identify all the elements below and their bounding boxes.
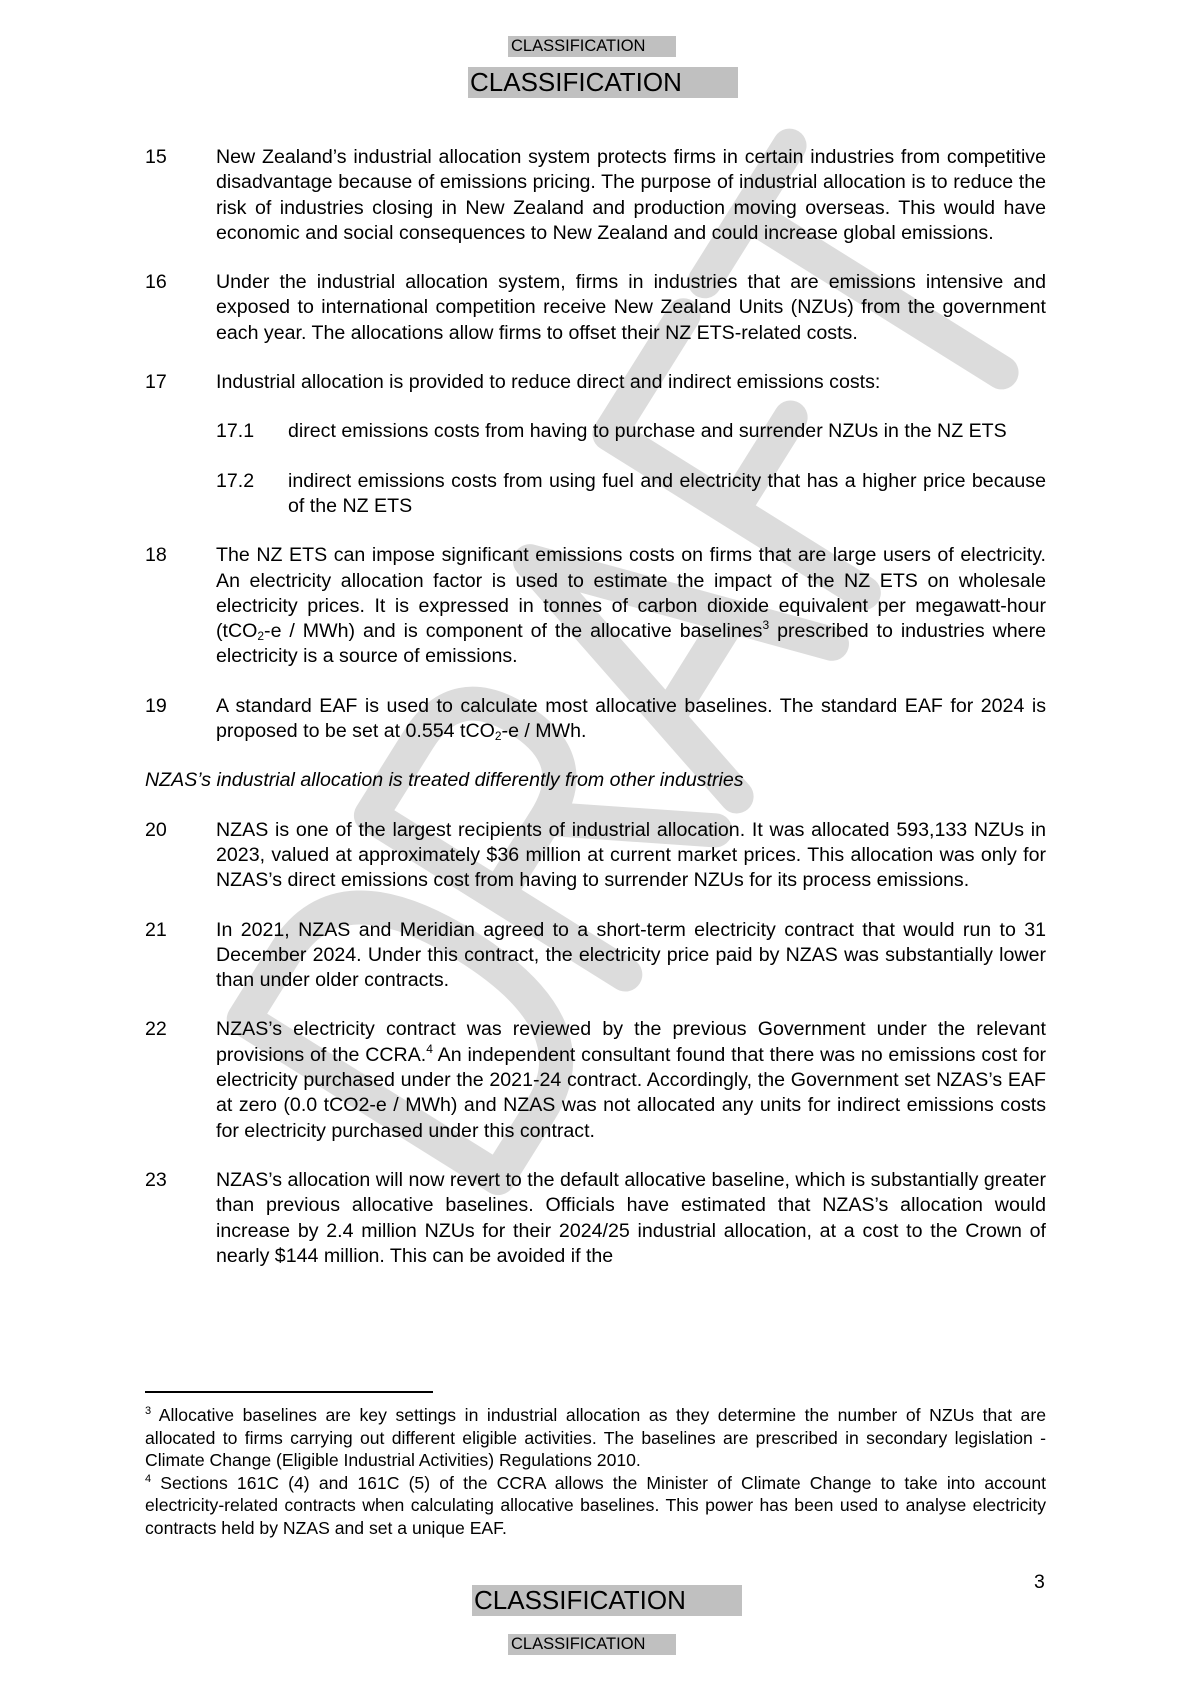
- paragraph-text: NZAS’s electricity contract was reviewed by the previous Government under the relevant provisions of the CCRA.$^4$ An independent consultant found that there was no emissions cost for electricity purchased under the 2021-24 contract. Accordingly, the Government set NZAS’s EAF at zero (0.0 tCO2-e / MWh) and NZAS was not allocated any units for indirect emissions costs for electricity purchased under this contract.: [216, 1018, 1046, 1142]
- subparagraph-17-1: [145, 419, 1046, 444]
- paragraph-number: 23: [145, 1168, 167, 1191]
- footer-classification-large: CLASSIFICATION: [472, 1585, 742, 1616]
- subparagraph-17-2: [145, 469, 1046, 520]
- paragraph-21: [145, 918, 1046, 994]
- footnote-ref-3[interactable]: 3: [762, 618, 770, 633]
- paragraph-text: In 2021, NZAS and Meridian agreed to a short-term electricity contract that would run to 31 December 2024. Under this contract, the electricity price paid by NZAS was substantially lower than under older contracts.: [216, 918, 1046, 992]
- paragraph-text: Under the industrial allocation system, firms in industries that are emissions intensive and exposed to international competition receive New Zealand Units (NZUs) from the government each year. The allocations allow firms to offset their NZ ETS-related costs.: [216, 271, 1046, 344]
- header-classification-large: CLASSIFICATION: [468, 67, 738, 98]
- footnotes: [145, 1404, 1046, 1539]
- paragraph-23: [145, 1168, 1046, 1269]
- paragraph-text: Industrial allocation is provided to reduce direct and indirect emissions costs:: [216, 371, 881, 394]
- subscript: 2: [494, 729, 502, 744]
- paragraph-number: 16: [145, 271, 167, 294]
- subscript: 2: [257, 629, 265, 644]
- paragraph-text: New Zealand’s industrial allocation system protects firms in certain industries from competitive disadvantage because of emissions pricing. The purpose of industrial allocation is to reduce the risk of industries closing in New Zealand and production moving overseas. This would have economic and social consequences to New Zealand and could increase global emissions.: [216, 146, 1046, 244]
- subparagraph-number: 17.1: [216, 420, 255, 443]
- footnote-number: 3: [145, 1405, 152, 1417]
- footnote-3: [145, 1404, 1046, 1472]
- paragraph-number: 20: [145, 818, 167, 841]
- footnote-separator: [145, 1391, 433, 1393]
- subparagraph-text: indirect emissions costs from using fuel and electricity that has a higher price because of the NZ ETS: [288, 469, 1046, 517]
- paragraph-20: [145, 818, 1046, 894]
- paragraph-number: 18: [145, 544, 167, 567]
- paragraph-text: The NZ ETS can impose significant emissions costs on firms that are large users of electricity. An electricity allocation factor is used to estimate the impact of the NZ ETS on wholesale electricity prices. It is expressed in tonnes of carbon dioxide equivalent per megawatt-hour (tCO$_2$-e / MWh) and is component of the allocative baselines$^3$ prescribed to industries where electricity is a source of emissions.: [216, 544, 1046, 668]
- paragraph-16: [145, 270, 1046, 346]
- footnote-text: Sections 161C (4) and 161C (5) of the CCRA allows the Minister of Climate Change to take into account electricity-related contracts when calculating allocative baselines. This power has been used to analyse electricity contracts held by NZAS and set a unique EAF.: [145, 1472, 1046, 1538]
- subparagraph-number: 17.2: [216, 469, 255, 492]
- subparagraph-text: direct emissions costs from having to purchase and surrender NZUs in the NZ ETS: [288, 420, 1007, 443]
- paragraph-18: [145, 543, 1046, 669]
- paragraph-19: [145, 694, 1046, 745]
- paragraph-number: 17: [145, 371, 167, 394]
- document-body: [145, 145, 1046, 1293]
- page-number: 3: [1034, 1571, 1045, 1593]
- footnote-ref-4[interactable]: 4: [426, 1041, 433, 1056]
- footnote-4: [145, 1472, 1046, 1540]
- paragraph-15: [145, 145, 1046, 246]
- paragraph-number: 22: [145, 1018, 167, 1041]
- header-classification-small: CLASSIFICATION: [508, 36, 676, 57]
- section-heading: NZAS’s industrial allocation is treated differently from other industries: [145, 769, 744, 792]
- paragraph-22: [145, 1017, 1046, 1143]
- paragraph-text: A standard EAF is used to calculate most allocative baselines. The standard EAF for 2024 is proposed to be set at 0.554 tCO$_2$-e / MWh.: [216, 694, 1046, 744]
- paragraph-text: NZAS’s allocation will now revert to the default allocative baseline, which is substantially greater than previous allocative baselines. Officials have estimated that NZAS’s allocation would increase by 2.4 million NZUs for their 2024/25 industrial allocation, at a cost to the Crown of nearly $144 million. This can be avoided if the: [216, 1168, 1046, 1267]
- paragraph-17: [145, 370, 1046, 395]
- footnote-text: Allocative baselines are key settings in industrial allocation as they determine the number of NZUs that are allocated to firms carrying out different eligible activities. The baselines are prescribed in secondary legislation - Climate Change (Eligible Industrial Activities) Regulations 2010.: [145, 1405, 1046, 1470]
- footer-classification-small: CLASSIFICATION: [508, 1634, 676, 1655]
- paragraph-number: 19: [145, 694, 167, 717]
- paragraph-number: 15: [145, 146, 167, 168]
- footnote-number: 4: [145, 1472, 152, 1485]
- paragraph-text: NZAS is one of the largest recipients of industrial allocation. It was allocated 593,133 NZUs in 2023, valued at approximately $36 million at current market prices. This allocation was only for NZAS’s direct emissions cost from having to surrender NZUs for its process emissions.: [216, 818, 1046, 892]
- paragraph-number: 21: [145, 918, 167, 941]
